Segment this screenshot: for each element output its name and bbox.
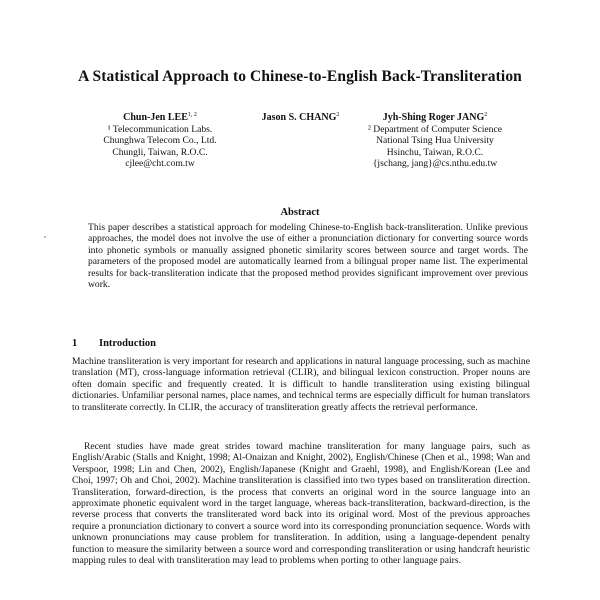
author-email: cjlee@cht.com.tw <box>125 158 195 170</box>
section-number: 1 <box>72 338 78 349</box>
affiliation-line: Chungli, Taiwan, R.O.C. <box>112 146 208 158</box>
section-title: Introduction <box>99 338 156 349</box>
author-name: Chun-Jen LEE <box>123 112 188 124</box>
author-superscript: 1, 2 <box>187 112 197 118</box>
author-name: Jason S. CHANG <box>261 112 337 124</box>
affiliation-line: ¹ Telecommunication Labs. <box>107 123 213 135</box>
affiliation-line: National Tsing Hua University <box>376 135 494 147</box>
body-paragraph: Recent studies have made great strides toward machine transliteration for many language pairs, such as English/Arabic (Stalls and Knight, 1998; Al-Onaizan and Knight, 2002), English/Chinese (Chen et al., 1998; Wan and Verspoor, 1998; Lin and Chen, 2002), English/Japanese (Knight and Graehl, 1998), and English/Korean (Lee and Choi, 1997; Oh and Choi, 2002). Machine transliteration is classified into two types based on transliteration direction. Transliteration, forward-direction, is the process that converts an original word in the source language into an approximate phonetic equivalent word in the target language, whereas back-transliteration, backward-direction, is the reverse process that converts the transliterated word back into its original word. Most of the previous approaches require a pronunciation dictionary to convert a source word into its corresponding pronunciation sequence. Words with unknown pronunciations may cause problem for transliteration. In addition, using a language-dependent penalty function to measure the similarity between a source word and corresponding transliteration or using handcraft heuristic mapping rules to deal with transliteration may lead to problems when porting to other language pairs. <box>72 441 530 567</box>
affiliation-line: Chunghwa Telecom Co., Ltd. <box>103 135 217 147</box>
affiliation-line: Hsinchu, Taiwan, R.O.C. <box>386 146 484 158</box>
paper-title: A Statistical Approach to Chinese-to-English Back-Transliteration <box>78 68 522 85</box>
abstract-heading: Abstract <box>280 207 320 218</box>
scan-artifact <box>44 236 46 238</box>
author-name: Jyh-Shing Roger JANG <box>382 112 485 124</box>
body-paragraph: Machine transliteration is very important for research and applications in natural language processing, such as machine translation (MT), cross-language information retrieval (CLIR), and bilingual lexicon construction. Proper nouns are often domain specific and frequently created. It is difficult to handle transliteration using existing bilingual dictionaries. Unfamiliar personal names, place names, and technical terms are especially difficult for human translators to transliterate correctly. In CLIR, the accuracy of transliteration greatly affects the retrieval performance. <box>72 356 530 413</box>
author-email: {jschang, jang}@cs.nthu.edu.tw <box>372 158 498 170</box>
abstract-text: This paper describes a statistical approach for modeling Chinese-to-English back-transliteration. Unlike previous approaches, the model does not involve the use of either a pronunciation dictionary for converting source words into phonetic symbols or manually assigned phonetic similarity scores between source and target words. The parameters of the proposed model are automatically learned from a bilingual proper name list. The experimental results for back-transliteration indicate that the proposed method provides significant improvement over previous work. <box>88 222 528 291</box>
affiliation-line: ² Department of Computer Science <box>368 123 502 135</box>
author-superscript: 2 <box>336 112 340 118</box>
author-superscript: 2 <box>484 112 488 118</box>
section-heading <box>72 338 156 349</box>
author-block-3 <box>335 110 535 170</box>
author-block-1 <box>95 110 225 170</box>
